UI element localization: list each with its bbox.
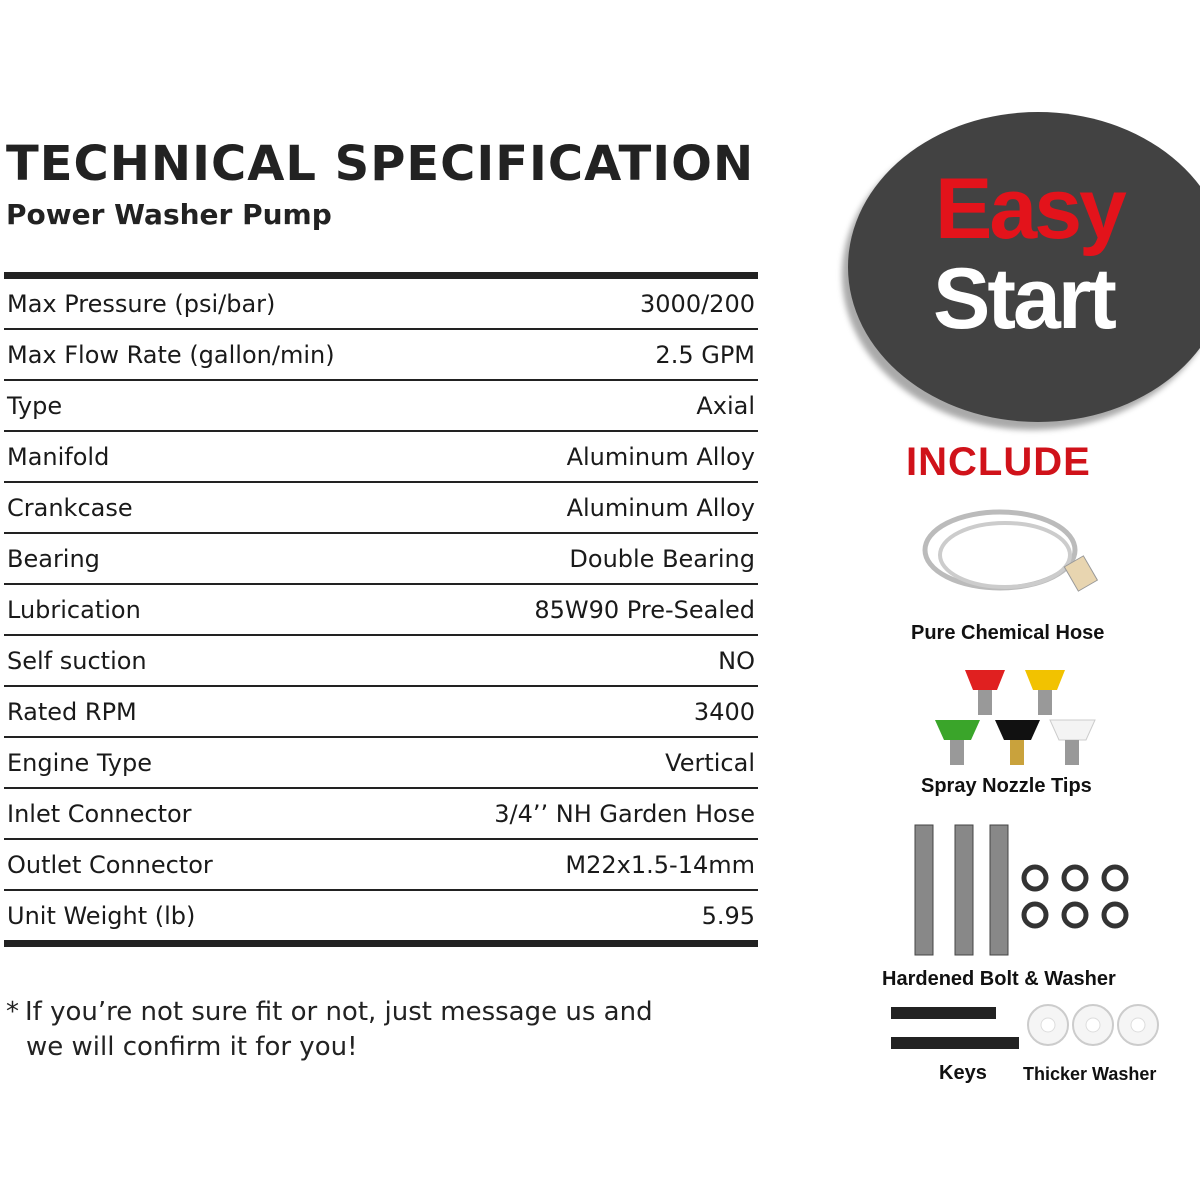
spec-value: Aluminum Alloy xyxy=(566,493,755,522)
spec-row xyxy=(4,840,758,891)
note-line-1: If you’re not sure fit or not, just message us and xyxy=(25,997,653,1027)
spec-row xyxy=(4,789,758,840)
spec-label: Manifold xyxy=(7,442,110,471)
bolts-washers-icon xyxy=(910,820,1140,960)
item-keys-label: Keys xyxy=(939,1062,987,1084)
spec-row xyxy=(4,687,758,738)
item-hose-label: Pure Chemical Hose xyxy=(911,622,1105,644)
item-bolt-label: Hardened Bolt & Washer xyxy=(882,968,1116,990)
page-title: TECHNICAL SPECIFICATION xyxy=(6,136,755,192)
chemical-hose-icon xyxy=(910,500,1110,620)
asterisk: * xyxy=(6,997,19,1027)
spec-value: 3/4’’ NH Garden Hose xyxy=(494,799,755,828)
spec-value: 3400 xyxy=(693,697,755,726)
spec-label: Crankcase xyxy=(7,493,133,522)
spec-value: Aluminum Alloy xyxy=(566,442,755,471)
spec-label: Type xyxy=(7,391,63,420)
spec-value: 5.95 xyxy=(701,901,755,930)
spec-value: M22x1.5-14mm xyxy=(565,850,755,879)
spec-row xyxy=(4,483,758,534)
keys-icon xyxy=(888,1005,1023,1055)
spec-row xyxy=(4,738,758,789)
spec-label: Outlet Connector xyxy=(7,850,213,879)
spec-row xyxy=(4,891,758,940)
badge-start-text: Start xyxy=(933,251,1114,347)
spec-label: Rated RPM xyxy=(7,697,137,726)
spec-label: Lubrication xyxy=(7,595,141,624)
spec-value: Axial xyxy=(696,391,755,420)
spec-label: Self suction xyxy=(7,646,147,675)
spec-row xyxy=(4,636,758,687)
spec-row xyxy=(4,585,758,636)
spec-row xyxy=(4,330,758,381)
spec-label: Engine Type xyxy=(7,748,153,777)
spec-value: 85W90 Pre-Sealed xyxy=(534,595,755,624)
spec-value: 3000/200 xyxy=(640,289,755,318)
spec-label: Max Flow Rate (gallon/min) xyxy=(7,340,335,369)
spec-row xyxy=(4,432,758,483)
spec-label: Max Pressure (psi/bar) xyxy=(7,289,276,318)
page-subtitle: Power Washer Pump xyxy=(6,198,332,231)
nozzle-tips-icon xyxy=(930,665,1100,775)
spec-label: Unit Weight (lb) xyxy=(7,901,196,930)
thick-washers-icon xyxy=(1025,1003,1165,1053)
badge-easy-text: Easy xyxy=(935,161,1124,257)
spec-row xyxy=(4,534,758,585)
spec-table xyxy=(4,272,758,947)
spec-label: Bearing xyxy=(7,544,100,573)
item-washer-label: Thicker Washer xyxy=(1023,1064,1157,1084)
spec-value: Double Bearing xyxy=(569,544,755,573)
spec-value: NO xyxy=(718,646,755,675)
include-heading: INCLUDE xyxy=(906,440,1091,484)
spec-value: 2.5 GPM xyxy=(655,340,755,369)
fit-note xyxy=(6,995,653,1065)
spec-row xyxy=(4,279,758,330)
note-line-2: we will confirm it for you! xyxy=(26,1032,358,1062)
item-nozzle-label: Spray Nozzle Tips xyxy=(921,775,1092,797)
spec-value: Vertical xyxy=(665,748,755,777)
spec-row xyxy=(4,381,758,432)
spec-label: Inlet Connector xyxy=(7,799,192,828)
